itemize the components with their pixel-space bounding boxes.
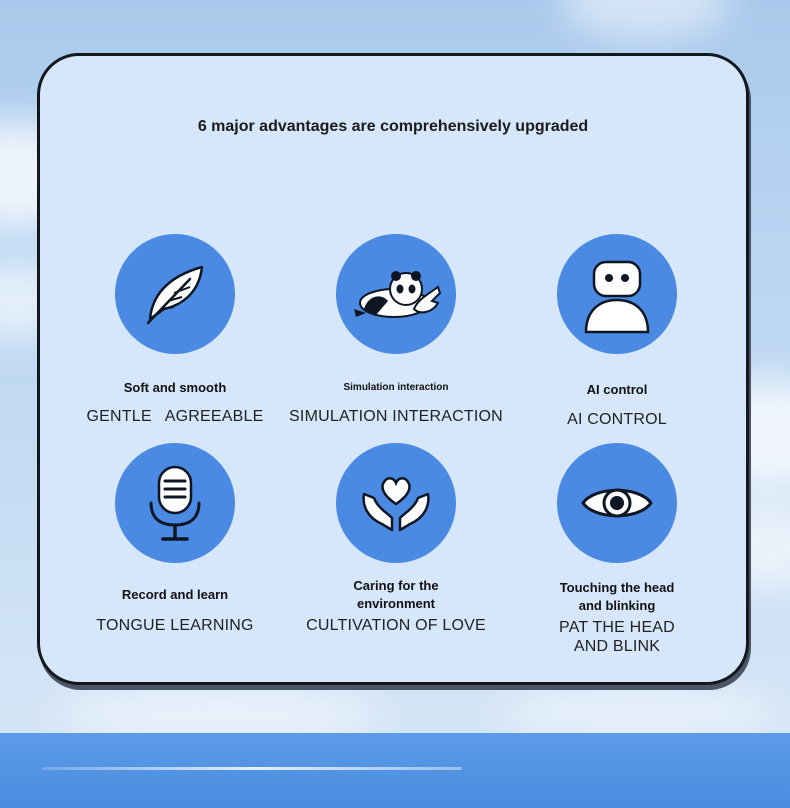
feather-icon [138, 257, 212, 331]
feature-caption-ai: AI CONTROL [567, 411, 667, 428]
advantages-card [37, 53, 749, 685]
feature-title-caring: Caring for the environment [353, 578, 439, 611]
microphone-icon [145, 463, 205, 543]
feature-caption-touch: PAT THE HEAD AND BLINK [559, 619, 675, 655]
feature-caption-caring: CULTIVATION OF LOVE [306, 617, 486, 634]
feature-circle-simulation [336, 234, 456, 354]
feature-title-ai: AI control [586, 382, 648, 397]
bottom-band [0, 733, 790, 808]
panda-hand-icon [346, 259, 446, 329]
cloud [560, 0, 730, 40]
headline: 6 major advantages are comprehensively upgraded [197, 118, 589, 135]
feature-circle-caring [336, 443, 456, 563]
cloud [500, 690, 780, 735]
feature-title-touch: Touching the head and blinking [559, 580, 675, 613]
feature-caption-simulation: SIMULATION INTERACTION [289, 408, 503, 425]
bottom-decor-line [42, 767, 462, 770]
robot-icon [582, 254, 652, 334]
feature-title-soft: Soft and smooth [123, 380, 227, 395]
feature-caption-record: TONGUE LEARNING [96, 617, 254, 634]
feature-circle-ai [557, 234, 677, 354]
feature-title-record: Record and learn [121, 587, 229, 602]
feature-circle-soft [115, 234, 235, 354]
feature-title-simulation: Simulation interaction [343, 382, 449, 393]
feature-circle-record [115, 443, 235, 563]
feature-caption-soft: GENTLE AGREEABLE [86, 408, 264, 425]
heart-hands-icon [356, 468, 436, 538]
feature-circle-touch [557, 443, 677, 563]
eye-icon [579, 478, 655, 528]
